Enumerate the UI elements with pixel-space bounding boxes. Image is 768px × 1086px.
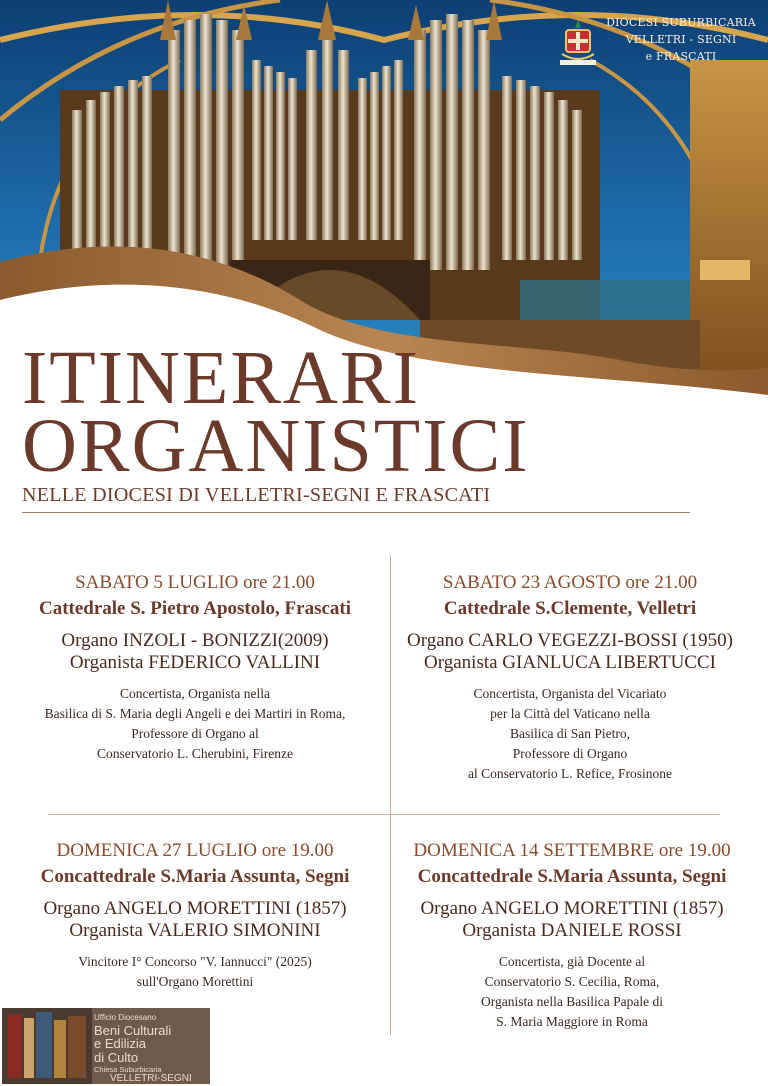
event-venue: Concattedrale S.Maria Assunta, Segni: [40, 866, 350, 887]
desc-line: Professore di Organo al: [131, 726, 259, 741]
event-description: [0, 684, 390, 764]
subtitle-underline: [22, 512, 690, 513]
event-date: SABATO 5 LUGLIO ore 21.00: [75, 572, 315, 593]
event-block: [376, 840, 768, 1032]
desc-line: Basilica di San Pietro,: [510, 726, 630, 741]
event-organ: Organo CARLO VEGEZZI-BOSSI (1950): [407, 630, 733, 651]
event-organ: Organo INZOLI - BONIZZI(2009): [61, 630, 329, 651]
subtitle: NELLE DIOCESI DI VELLETRI-SEGNI E FRASCATI: [22, 484, 491, 506]
event-description: [0, 952, 390, 992]
logo-line-1: Ufficio Diocesano: [94, 1013, 157, 1022]
event-date: DOMENICA 14 SETTEMBRE ore 19.00: [413, 840, 731, 861]
desc-line: Concertista, già Docente al: [498, 954, 646, 969]
event-block: [0, 572, 390, 764]
desc-line: Organista nella Basilica Papale di: [481, 994, 663, 1009]
desc-line: Professore di Organo: [512, 746, 628, 761]
desc-line: Vincitore I° Concorso "V. Iannucci" (2025): [78, 954, 312, 969]
event-description: [372, 684, 768, 784]
event-organ: Organo ANGELO MORETTINI (1857): [420, 898, 724, 919]
logo-line-4: di Culto: [94, 1050, 139, 1065]
desc-line: sull'Organo Morettini: [136, 974, 254, 989]
logo-line-5: Chiesa Suburbicaria: [94, 1065, 162, 1074]
title-line-2: ORGANISTICI: [22, 404, 530, 488]
desc-line: per la Città del Vaticano nella: [490, 706, 650, 721]
library-photo-icon: [2, 1008, 92, 1084]
event-organist: Organista VALERIO SIMONINI: [69, 920, 321, 941]
event-date: DOMENICA 27 LUGLIO ore 19.00: [56, 840, 334, 861]
desc-line: Concertista, Organista del Vicariato: [473, 686, 667, 701]
desc-line: S. Maria Maggiore in Roma: [496, 1014, 648, 1029]
desc-line: Concertista, Organista nella: [119, 686, 271, 701]
event-venue: Cattedrale S.Clemente, Velletri: [443, 598, 697, 619]
beni-culturali-logo: [2, 1008, 210, 1084]
logo-line-2: Beni Culturali: [94, 1023, 172, 1038]
event-date: SABATO 23 AGOSTO ore 21.00: [442, 572, 698, 593]
event-organist: Organista DANIELE ROSSI: [462, 920, 682, 941]
diocese-name: [606, 14, 756, 65]
logo-line-3: e Edilizia: [94, 1036, 147, 1051]
event-block: [372, 572, 768, 784]
logo-line-6: VELLETRI-SEGNI: [110, 1073, 192, 1084]
event-organist: Organista FEDERICO VALLINI: [69, 652, 321, 673]
desc-line: Basilica di S. Maria degli Angeli e dei Martiri in Roma,: [44, 706, 346, 721]
event-organist: Organista GIANLUCA LIBERTUCCI: [424, 652, 716, 673]
event-organ: Organo ANGELO MORETTINI (1857): [43, 898, 347, 919]
horizontal-divider: [48, 814, 720, 815]
desc-line: Conservatorio S. Cecilia, Roma,: [484, 974, 660, 989]
event-venue: Cattedrale S. Pietro Apostolo, Frascati: [38, 598, 352, 619]
desc-line: Conservatorio L. Cherubini, Firenze: [96, 746, 294, 761]
event-venue: Concattedrale S.Maria Assunta, Segni: [417, 866, 727, 887]
event-block: [0, 840, 390, 992]
diocese-crest-icon: [552, 18, 604, 70]
diocese-line-3: e FRASCATI: [645, 50, 717, 63]
title-line-1: ITINERARI: [22, 336, 420, 420]
diocese-line-2: VELLETRI - SEGNI: [625, 33, 737, 46]
desc-line: al Conservatorio L. Refice, Frosinone: [468, 766, 672, 781]
event-description: [376, 952, 768, 1032]
diocese-line-1: DIOCESI SUBURBICARIA: [606, 16, 756, 29]
